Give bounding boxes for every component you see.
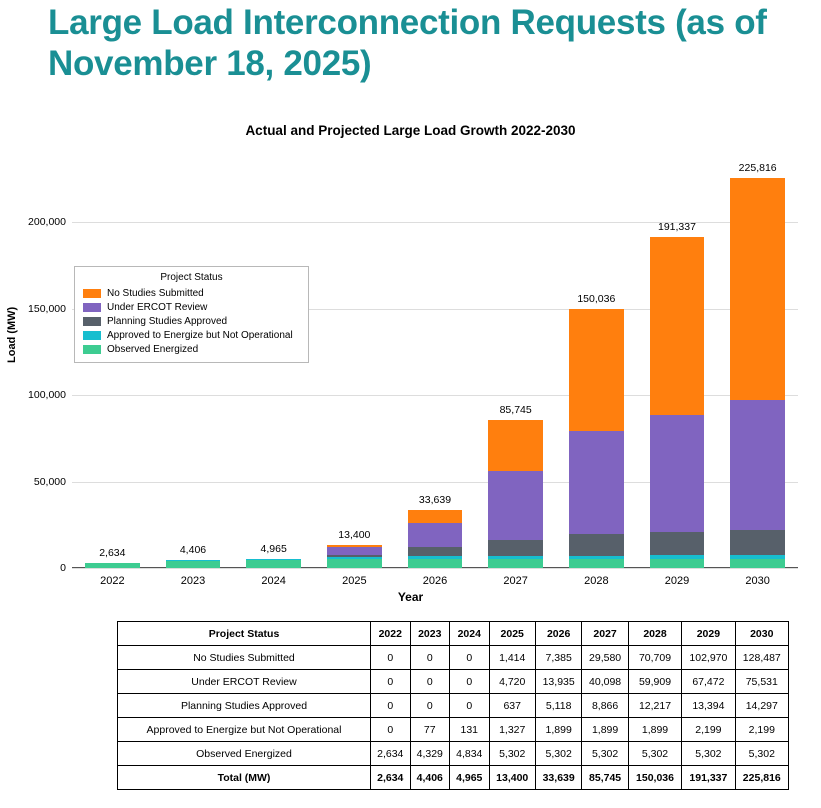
legend-item <box>83 286 300 300</box>
gridline <box>72 568 798 569</box>
x-axis-tick-label: 2028 <box>584 575 609 587</box>
bar-segment[interactable] <box>730 178 785 400</box>
bar-column[interactable] <box>488 403 543 587</box>
table-cell: 5,302 <box>628 742 681 766</box>
bar-total-label: 191,337 <box>658 221 696 234</box>
bar-segment[interactable] <box>569 431 624 535</box>
table-header-year: 2030 <box>735 622 788 646</box>
legend-swatch-planning-studies-approved <box>83 317 101 326</box>
legend-swatch-under-ercot-review <box>83 303 101 312</box>
table-cell: 14,297 <box>735 694 788 718</box>
data-table-container <box>117 621 789 790</box>
table-header-year: 2029 <box>682 622 735 646</box>
table-header-year: 2026 <box>535 622 581 646</box>
table-header-year: 2025 <box>489 622 535 646</box>
table-cell: 5,118 <box>535 694 581 718</box>
table-row-label: Under ERCOT Review <box>118 670 371 694</box>
bar-segment[interactable] <box>488 471 543 540</box>
bar-column[interactable] <box>85 547 140 587</box>
table-cell: 40,098 <box>582 670 628 694</box>
data-table <box>117 621 789 790</box>
table-total-cell: 4,406 <box>410 766 450 790</box>
x-axis-tick-label: 2030 <box>745 575 770 587</box>
table-cell: 1,899 <box>628 718 681 742</box>
legend-title: Project Status <box>160 272 223 283</box>
table-cell: 12,217 <box>628 694 681 718</box>
table-total-cell: 150,036 <box>628 766 681 790</box>
legend-label-planning-studies-approved: Planning Studies Approved <box>107 315 228 327</box>
table-total-cell: 13,400 <box>489 766 535 790</box>
table-cell: 5,302 <box>489 742 535 766</box>
table-cell: 2,199 <box>735 718 788 742</box>
bar-column[interactable] <box>166 544 221 587</box>
table-total-cell: 225,816 <box>735 766 788 790</box>
table-cell: 5,302 <box>735 742 788 766</box>
table-row-label: No Studies Submitted <box>118 646 371 670</box>
x-axis-label: Year <box>397 590 424 604</box>
bar-segment[interactable] <box>488 559 543 568</box>
table-cell: 2,199 <box>682 718 735 742</box>
table-total-label: Total (MW) <box>118 766 371 790</box>
bar-total-label: 4,406 <box>179 544 207 557</box>
y-axis-label: Load (MW) <box>6 306 18 363</box>
table-cell: 29,580 <box>582 646 628 670</box>
table-total-cell: 2,634 <box>371 766 411 790</box>
table-cell: 0 <box>371 670 411 694</box>
table-cell: 2,634 <box>371 742 411 766</box>
table-row-label: Approved to Energize but Not Operational <box>118 718 371 742</box>
table-cell: 1,899 <box>582 718 628 742</box>
table-cell: 5,302 <box>682 742 735 766</box>
legend-label-under-ercot-review: Under ERCOT Review <box>107 301 208 313</box>
table-cell: 8,866 <box>582 694 628 718</box>
bar-segment[interactable] <box>650 559 705 568</box>
bar-segment[interactable] <box>488 420 543 471</box>
table-cell: 5,302 <box>535 742 581 766</box>
table-total-cell: 33,639 <box>535 766 581 790</box>
table-cell: 637 <box>489 694 535 718</box>
bar-segment[interactable] <box>408 510 463 523</box>
x-axis-tick-label: 2029 <box>664 575 690 587</box>
table-cell: 0 <box>450 670 490 694</box>
table-row-label: Observed Energized <box>118 742 371 766</box>
table-cell: 0 <box>450 646 490 670</box>
bar-total-label: 2,634 <box>99 547 126 560</box>
bar-column[interactable] <box>246 543 301 587</box>
table-cell: 77 <box>410 718 450 742</box>
bar-segment[interactable] <box>85 563 140 568</box>
bar-segment[interactable] <box>408 559 463 568</box>
table-cell: 4,834 <box>450 742 490 766</box>
bar-segment[interactable] <box>488 540 543 555</box>
bar-segment[interactable] <box>730 530 785 555</box>
table-header-year: 2024 <box>450 622 490 646</box>
bar-segment[interactable] <box>569 559 624 568</box>
bar-column[interactable] <box>650 221 705 587</box>
x-axis-tick-label: 2023 <box>180 575 206 587</box>
table-cell: 7,385 <box>535 646 581 670</box>
legend-item <box>83 314 300 328</box>
table-total-cell: 191,337 <box>682 766 735 790</box>
table-header-row <box>118 622 789 646</box>
y-axis-tick-label: 0 <box>60 562 66 574</box>
bar-segment[interactable] <box>650 415 705 532</box>
x-axis-tick-label: 2025 <box>342 575 367 587</box>
table-cell: 4,329 <box>410 742 450 766</box>
table-cell: 75,531 <box>735 670 788 694</box>
y-axis-tick-label: 100,000 <box>28 389 66 402</box>
y-axis-tick-label: 200,000 <box>28 216 66 229</box>
table-row <box>118 718 789 742</box>
bar-total-label: 150,036 <box>577 292 616 305</box>
table-header-year: 2028 <box>628 622 681 646</box>
legend-swatch-observed-energized <box>83 345 101 354</box>
chart-title: Actual and Projected Large Load Growth 2022-2030 <box>245 123 576 138</box>
legend-swatch-no-studies-submitted <box>83 289 101 298</box>
bar-column[interactable] <box>569 292 624 587</box>
table-cell: 1,899 <box>535 718 581 742</box>
table-header-year: 2022 <box>371 622 411 646</box>
table-row <box>118 646 789 670</box>
bar-segment[interactable] <box>166 561 221 568</box>
table-total-cell: 4,965 <box>450 766 490 790</box>
legend-item <box>83 300 300 314</box>
bar-total-label: 4,965 <box>260 543 287 556</box>
x-axis-tick-label: 2027 <box>503 575 528 587</box>
table-row <box>118 694 789 718</box>
bar-segment[interactable] <box>408 523 463 547</box>
bar-segment[interactable] <box>650 532 705 555</box>
y-axis-tick-label: 50,000 <box>33 475 66 488</box>
legend-swatch-approved-to-energize <box>83 331 101 340</box>
table-cell: 4,720 <box>489 670 535 694</box>
table-cell: 0 <box>410 646 450 670</box>
bar-total-label: 85,745 <box>499 403 532 416</box>
table-cell: 13,935 <box>535 670 581 694</box>
bar-total-label: 13,400 <box>338 528 371 541</box>
bar-segment[interactable] <box>730 559 785 568</box>
bar-column[interactable] <box>408 493 463 587</box>
legend-label-observed-energized: Observed Energized <box>107 343 199 355</box>
table-cell: 0 <box>450 694 490 718</box>
bar-segment[interactable] <box>569 309 624 431</box>
bar-segment[interactable] <box>408 547 463 556</box>
legend-label-approved-to-energize: Approved to Energize but Not Operational <box>107 329 293 341</box>
table-cell: 128,487 <box>735 646 788 670</box>
x-axis-tick-label: 2022 <box>100 575 125 587</box>
table-total-cell: 85,745 <box>582 766 628 790</box>
table-cell: 70,709 <box>628 646 681 670</box>
table-cell: 67,472 <box>682 670 735 694</box>
bar-segment[interactable] <box>730 400 785 531</box>
table-cell: 131 <box>450 718 490 742</box>
bar-segment[interactable] <box>569 534 624 555</box>
bar-column[interactable] <box>327 528 382 587</box>
x-axis-tick-label: 2026 <box>422 575 448 587</box>
table-cell: 1,414 <box>489 646 535 670</box>
x-axis-tick-label: 2024 <box>261 575 286 587</box>
bar-total-label: 33,639 <box>418 493 452 506</box>
bar-segment[interactable] <box>650 237 705 415</box>
table-row <box>118 742 789 766</box>
table-cell: 1,327 <box>489 718 535 742</box>
table-row-label: Planning Studies Approved <box>118 694 371 718</box>
table-cell: 0 <box>371 718 411 742</box>
bar-segment[interactable] <box>246 560 301 568</box>
table-cell: 0 <box>410 670 450 694</box>
table-cell: 0 <box>371 694 411 718</box>
chart-legend <box>74 266 309 363</box>
y-axis-tick-label: 150,000 <box>28 302 66 315</box>
table-header-project-status: Project Status <box>118 622 371 646</box>
legend-item <box>83 342 300 356</box>
legend-label-no-studies-submitted: No Studies Submitted <box>107 287 204 299</box>
table-total-row <box>118 766 789 790</box>
page-title: Large Load Interconnection Requests (as of November 18, 2025) <box>48 3 767 83</box>
table-cell: 59,909 <box>628 670 681 694</box>
table-cell: 102,970 <box>682 646 735 670</box>
table-header-year: 2027 <box>582 622 628 646</box>
bar-column[interactable] <box>730 161 785 587</box>
table-cell: 0 <box>371 646 411 670</box>
table-cell: 0 <box>410 694 450 718</box>
table-row <box>118 670 789 694</box>
bar-segment[interactable] <box>327 547 382 555</box>
chart-container <box>0 118 821 608</box>
table-cell: 13,394 <box>682 694 735 718</box>
table-cell: 5,302 <box>582 742 628 766</box>
table-header-year: 2023 <box>410 622 450 646</box>
bar-total-label: 225,816 <box>738 161 777 174</box>
legend-item <box>83 328 300 342</box>
bar-segment[interactable] <box>327 559 382 568</box>
